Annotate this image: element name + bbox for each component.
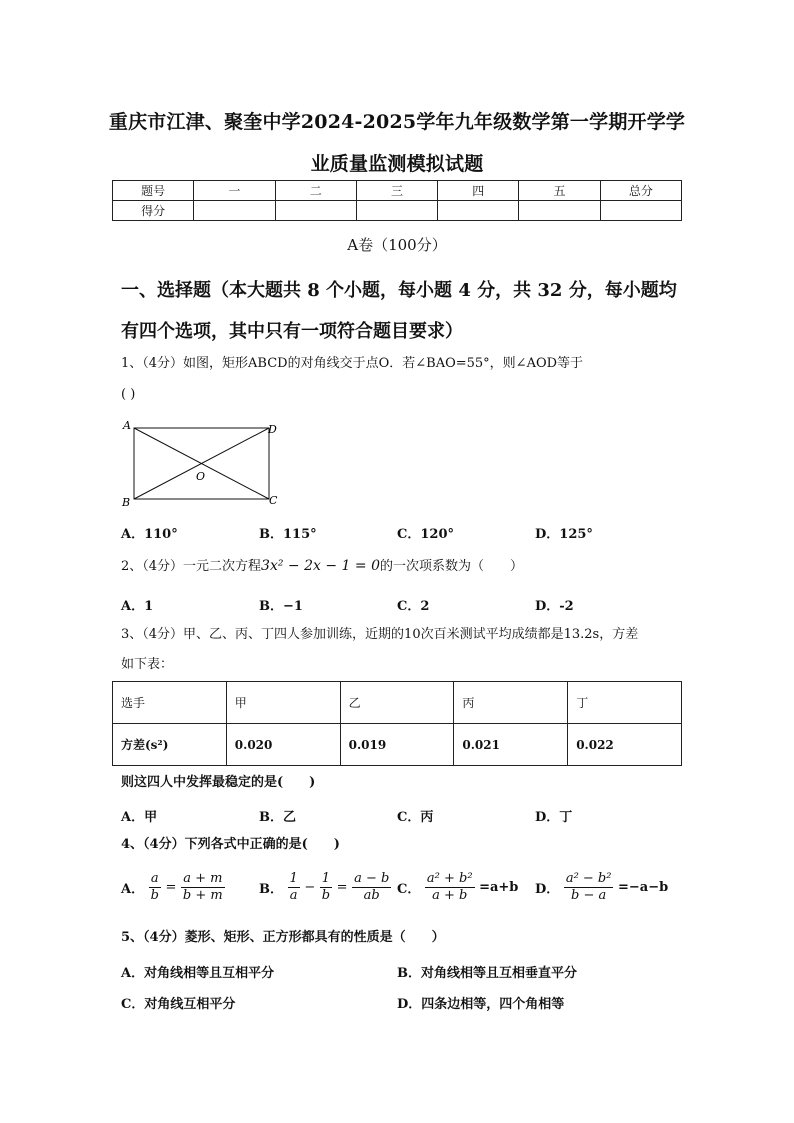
numerator: a² − b²: [565, 871, 612, 886]
numerator: a + m: [181, 871, 225, 888]
score-blank[interactable]: [275, 201, 356, 221]
score-table-score-row: [113, 201, 682, 221]
label-o: O: [196, 470, 206, 483]
q4-option-d[interactable]: [535, 871, 668, 904]
score-table: [112, 180, 682, 221]
label-d: D: [268, 423, 277, 436]
variance-header-cell: 甲: [226, 682, 340, 724]
q3-option-b[interactable]: B．乙: [259, 810, 296, 825]
score-blank[interactable]: [356, 201, 437, 221]
score-label: 得分: [113, 201, 194, 221]
numerator: 1: [320, 871, 332, 888]
numerator: a − b: [354, 871, 390, 886]
question-4-text: 4、（4分）下列各式中正确的是( ): [121, 837, 340, 852]
numerator: 1: [289, 871, 298, 886]
denominator: a: [289, 888, 298, 903]
q4-b-label: B．: [259, 882, 283, 897]
variance-value-cell: 0.021: [454, 724, 568, 766]
q5-option-a[interactable]: A．对角线相等且互相平分: [121, 966, 275, 981]
variance-header-cell: 乙: [340, 682, 454, 724]
q2-option-c[interactable]: C．2: [397, 599, 430, 614]
question-3-after: 则这四人中发挥最稳定的是( ): [121, 775, 316, 790]
q1-option-a[interactable]: A．110°: [121, 527, 178, 542]
question-5-text: 5、（4分）菱形、矩形、正方形都具有的性质是（ ）: [121, 930, 445, 945]
page-title-line2: 业质量监测模拟试题: [310, 153, 484, 175]
q4-c-rhs: =a+b: [479, 880, 519, 895]
q4-d-fraction: [564, 871, 614, 904]
score-cell: 五: [519, 181, 600, 201]
q3-option-c[interactable]: C．丙: [397, 810, 434, 825]
score-cell: 题号: [113, 181, 194, 201]
q4-a-rhs-fraction: [181, 871, 225, 904]
variance-header-row: [113, 682, 682, 724]
q3-option-d[interactable]: D．丁: [535, 810, 573, 825]
score-blank[interactable]: [519, 201, 600, 221]
question-3-line1: 3、（4分）甲、乙、丙、丁四人参加训练，近期的10次百米测试平均成绩都是13.2s，方差: [121, 627, 639, 642]
label-c: C: [269, 494, 278, 507]
q4-option-c[interactable]: [397, 871, 518, 904]
score-table-header-row: [113, 181, 682, 201]
q2-prefix: 2、（4分）一元二次方程: [121, 559, 262, 574]
score-cell: 总分: [600, 181, 681, 201]
q4-c-label: C．: [397, 882, 421, 897]
denominator: b + m: [182, 888, 223, 903]
denominator: ab: [363, 888, 380, 903]
score-cell: 四: [438, 181, 519, 201]
variance-value-cell: 0.022: [568, 724, 682, 766]
denominator: b − a: [571, 888, 607, 903]
page-title-line1: 重庆市江津、聚奎中学2024-2025学年九年级数学第一学期开学学: [108, 111, 686, 133]
label-b: B: [122, 496, 131, 509]
question-2: [121, 558, 523, 575]
q5-option-c[interactable]: C．对角线互相平分: [121, 997, 236, 1012]
question-1-text: 1、（4分）如图，矩形ABCD的对角线交于点O．若∠BAO=55°，则∠AOD等于: [121, 356, 584, 371]
question-3-line2: 如下表：: [121, 657, 174, 672]
q4-b-fraction-2: [320, 871, 332, 904]
q1-option-c[interactable]: C．120°: [397, 527, 454, 542]
variance-header-cell: 丙: [454, 682, 568, 724]
score-cell: 一: [194, 181, 275, 201]
section-heading-line1: 一、选择题（本大题共 8 个小题，每小题 4 分，共 32 分，每小题均: [121, 280, 677, 301]
variance-value-row: [113, 724, 682, 766]
q4-b-fraction-1: [288, 871, 300, 904]
q5-option-d[interactable]: D．四条边相等，四个角相等: [397, 997, 565, 1012]
score-blank[interactable]: [438, 201, 519, 221]
numerator: a: [149, 871, 161, 888]
rectangle-abcd-figure: [118, 418, 288, 510]
q4-c-fraction: [425, 871, 475, 904]
q5-option-b[interactable]: B．对角线相等且互相垂直平分: [397, 966, 577, 981]
score-blank[interactable]: [194, 201, 275, 221]
variance-value-cell: 0.019: [340, 724, 454, 766]
label-a: A: [123, 419, 131, 432]
q4-option-b[interactable]: B． $\frac{1}{a}$ − $\frac{1}{b}$ = $\frac{a - b}{ab}$: [259, 871, 390, 903]
q4-a-label: A．: [121, 882, 145, 897]
q1-option-b[interactable]: B．115°: [259, 527, 317, 542]
question-1-paren: ( ): [121, 387, 136, 402]
q4-b-rhs-fraction: [352, 871, 391, 904]
q4-d-rhs: =−a−b: [618, 880, 669, 895]
q4-a-lhs-fraction: [149, 871, 161, 904]
section-heading-line2: 有四个选项，其中只有一项符合题目要求）: [121, 321, 463, 342]
score-cell: 二: [275, 181, 356, 201]
q2-option-a[interactable]: A．1: [121, 599, 154, 614]
q2-equation: 3x² − 2x − 1 = 0: [261, 558, 380, 574]
denominator: b: [321, 888, 331, 903]
q4-d-label: D．: [535, 882, 560, 897]
denominator: a + b: [432, 888, 468, 903]
q2-option-d[interactable]: D．-2: [535, 599, 574, 614]
numerator: a² + b²: [426, 871, 473, 886]
q4-option-a[interactable]: A． $\frac{a}{b}$ = $\frac{a + m}{b + m}$: [121, 871, 223, 903]
score-cell: 三: [356, 181, 437, 201]
variance-header-cell: 丁: [568, 682, 682, 724]
q3-option-a[interactable]: A．甲: [121, 810, 158, 825]
score-blank[interactable]: [600, 201, 681, 221]
part-a-heading: A卷（100分）: [347, 236, 447, 254]
q2-suffix: 的一次项系数为（ ）: [379, 559, 523, 574]
q2-option-b[interactable]: B．−1: [259, 599, 303, 614]
variance-table: [112, 681, 682, 766]
variance-label-cell: 方差(s²): [113, 724, 227, 766]
denominator: b: [150, 888, 159, 903]
variance-value-cell: 0.020: [226, 724, 340, 766]
q1-option-d[interactable]: D．125°: [535, 527, 593, 542]
variance-header-cell: 选手: [113, 682, 227, 724]
